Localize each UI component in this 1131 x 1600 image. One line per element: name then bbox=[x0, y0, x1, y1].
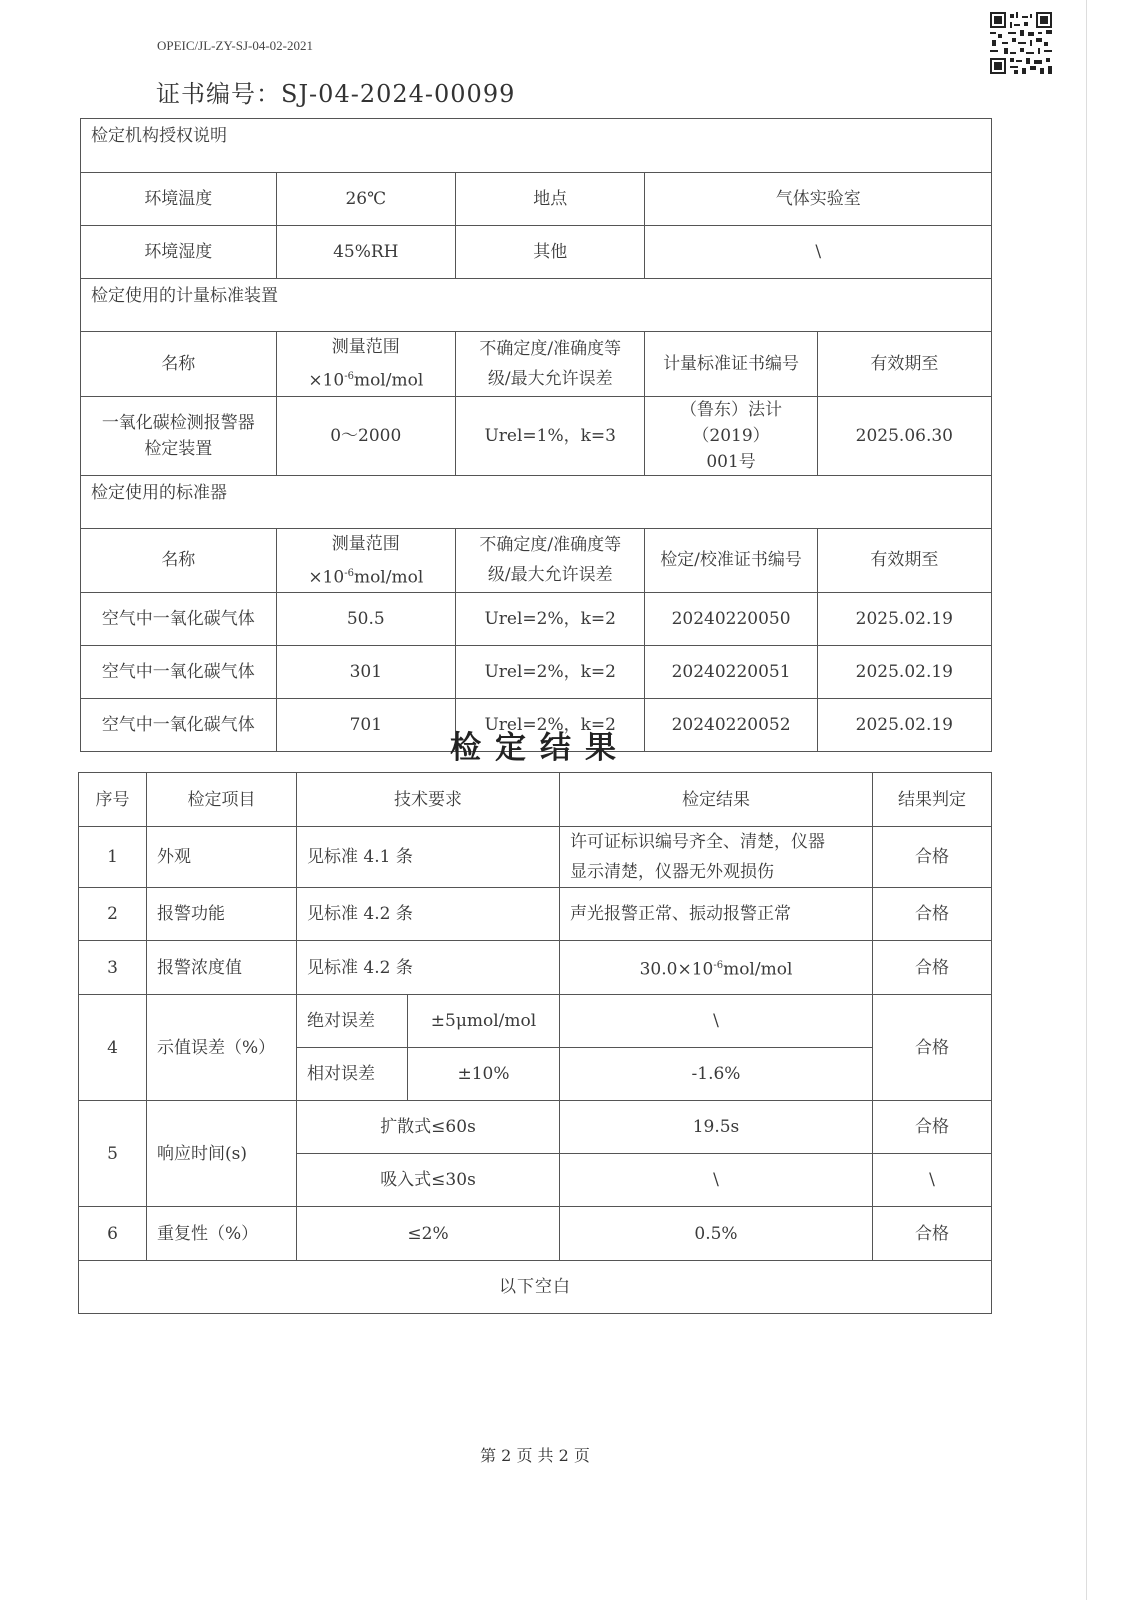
absolute-error-requirement: ±5μmol/mol bbox=[408, 995, 560, 1048]
material-cert-number: 20240220051 bbox=[645, 646, 817, 699]
material-uncertainty: Urel=2%，k=2 bbox=[455, 699, 645, 752]
row-judgement: 合格 bbox=[873, 1207, 992, 1261]
header-name: 名称 bbox=[81, 528, 277, 593]
header-item: 检定项目 bbox=[147, 773, 297, 827]
page-edge-divider bbox=[1086, 0, 1087, 1600]
row-result: 许可证标识编号齐全、清楚，仪器 显示清楚，仪器无外观损伤 bbox=[560, 827, 873, 888]
header-name: 名称 bbox=[81, 332, 277, 397]
row-item: 示值误差（%） bbox=[147, 995, 297, 1101]
row-no: 1 bbox=[79, 827, 147, 888]
blank-below-note: 以下空白 bbox=[79, 1261, 992, 1314]
temperature-label: 环境温度 bbox=[81, 173, 277, 226]
row-judgement: 合格 bbox=[873, 888, 992, 941]
certificate-number: 证书编号：SJ-04-2024-00099 bbox=[156, 80, 516, 108]
row-result: 声光报警正常、振动报警正常 bbox=[560, 888, 873, 941]
material-range: 701 bbox=[276, 699, 455, 752]
row-judgement: 合格 bbox=[873, 827, 992, 888]
material-uncertainty: Urel=2%，k=2 bbox=[455, 646, 645, 699]
row-no: 2 bbox=[79, 888, 147, 941]
material-valid-until: 2025.02.19 bbox=[817, 593, 991, 646]
calibration-conditions-table bbox=[80, 118, 992, 752]
table-row bbox=[81, 593, 992, 646]
row-result: 0.5% bbox=[560, 1207, 873, 1261]
header-range bbox=[276, 332, 455, 397]
absolute-error-result: \ bbox=[560, 995, 873, 1048]
device-range: 0～2000 bbox=[276, 396, 455, 475]
qr-code-icon bbox=[990, 12, 1052, 74]
suction-result: \ bbox=[560, 1154, 873, 1207]
material-cert-number: 20240220050 bbox=[645, 593, 817, 646]
device-cert-number: （鲁东）法计（2019） 001号 bbox=[645, 396, 817, 475]
row-no: 5 bbox=[79, 1101, 147, 1207]
relative-error-label: 相对误差 bbox=[297, 1048, 408, 1101]
material-valid-until: 2025.02.19 bbox=[817, 646, 991, 699]
table-row bbox=[79, 1207, 992, 1261]
table-row bbox=[81, 646, 992, 699]
device-uncertainty: Urel=1%，k=3 bbox=[455, 396, 645, 475]
material-range: 301 bbox=[276, 646, 455, 699]
table-row bbox=[79, 995, 992, 1048]
material-name: 空气中一氧化碳气体 bbox=[81, 593, 277, 646]
row-item: 报警功能 bbox=[147, 888, 297, 941]
row-item: 响应时间(s) bbox=[147, 1101, 297, 1207]
row-requirement: ≤2% bbox=[297, 1207, 560, 1261]
material-cert-number: 20240220052 bbox=[645, 699, 817, 752]
row-requirement: 见标准 4.1 条 bbox=[297, 827, 560, 888]
verification-results-table bbox=[78, 772, 992, 1314]
table-row bbox=[79, 1101, 992, 1154]
row-no: 6 bbox=[79, 1207, 147, 1261]
relative-error-requirement: ±10% bbox=[408, 1048, 560, 1101]
suction-requirement: 吸入式≤30s bbox=[297, 1154, 560, 1207]
location-value: 气体实验室 bbox=[645, 173, 992, 226]
header-valid-until: 有效期至 bbox=[817, 332, 991, 397]
header-range: 测量范围 $\times 10^{-6}mol$/mol bbox=[276, 528, 455, 593]
header-valid-until: 有效期至 bbox=[817, 528, 991, 593]
diffusion-judgement: 合格 bbox=[873, 1101, 992, 1154]
suction-judgement: \ bbox=[873, 1154, 992, 1207]
header-judgement: 结果判定 bbox=[873, 773, 992, 827]
diffusion-requirement: 扩散式≤60s bbox=[297, 1101, 560, 1154]
auth-section-label: 检定机构授权说明 bbox=[81, 119, 992, 173]
other-value: \ bbox=[645, 226, 992, 279]
temperature-value: 26℃ bbox=[276, 173, 455, 226]
device-valid-until: 2025.06.30 bbox=[817, 396, 991, 475]
relative-error-result: -1.6% bbox=[560, 1048, 873, 1101]
table-row bbox=[79, 941, 992, 995]
row-judgement: 合格 bbox=[873, 995, 992, 1101]
document-code: OPEIC/JL-ZY-SJ-04-02-2021 bbox=[157, 38, 313, 53]
table-row bbox=[79, 888, 992, 941]
header-range-title: 测量范围 bbox=[331, 337, 400, 357]
header-no: 序号 bbox=[79, 773, 147, 827]
row-item: 报警浓度值 bbox=[147, 941, 297, 995]
other-label: 其他 bbox=[455, 226, 645, 279]
humidity-label: 环境湿度 bbox=[81, 226, 277, 279]
material-range: 50.5 bbox=[276, 593, 455, 646]
absolute-error-label: 绝对误差 bbox=[297, 995, 408, 1048]
header-cert-number: 检定/校准证书编号 bbox=[645, 528, 817, 593]
header-requirement: 技术要求 bbox=[297, 773, 560, 827]
table-row bbox=[79, 827, 992, 888]
material-valid-until: 2025.02.19 bbox=[817, 699, 991, 752]
material-name: 空气中一氧化碳气体 bbox=[81, 699, 277, 752]
row-no: 3 bbox=[79, 941, 147, 995]
row-result: $30.0\times 10^{-6}mol$/mol bbox=[560, 941, 873, 995]
standard-device-section-label: 检定使用的计量标准装置 bbox=[81, 279, 992, 332]
row-requirement: 见标准 4.2 条 bbox=[297, 888, 560, 941]
row-no: 4 bbox=[79, 995, 147, 1101]
header-uncertainty: 不确定度/准确度等 级/最大允许误差 bbox=[455, 528, 645, 593]
results-title: 检定结果 bbox=[450, 730, 630, 766]
row-item: 外观 bbox=[147, 827, 297, 888]
page-number: 第 2 页 共 2 页 bbox=[480, 1446, 590, 1465]
row-item: 重复性（%） bbox=[147, 1207, 297, 1261]
humidity-value: 45%RH bbox=[276, 226, 455, 279]
diffusion-result: 19.5s bbox=[560, 1101, 873, 1154]
location-label: 地点 bbox=[455, 173, 645, 226]
header-cert-number: 计量标准证书编号 bbox=[645, 332, 817, 397]
material-uncertainty: Urel=2%，k=2 bbox=[455, 593, 645, 646]
device-name: 一氧化碳检测报警器 检定装置 bbox=[81, 396, 277, 475]
material-name: 空气中一氧化碳气体 bbox=[81, 646, 277, 699]
row-requirement: 见标准 4.2 条 bbox=[297, 941, 560, 995]
row-judgement: 合格 bbox=[873, 941, 992, 995]
header-uncertainty: 不确定度/准确度等 级/最大允许误差 bbox=[455, 332, 645, 397]
header-range-unit: $\times 10^{-6}mol$/mol bbox=[308, 370, 424, 391]
standard-material-section-label: 检定使用的标准器 bbox=[81, 475, 992, 528]
header-result: 检定结果 bbox=[560, 773, 873, 827]
